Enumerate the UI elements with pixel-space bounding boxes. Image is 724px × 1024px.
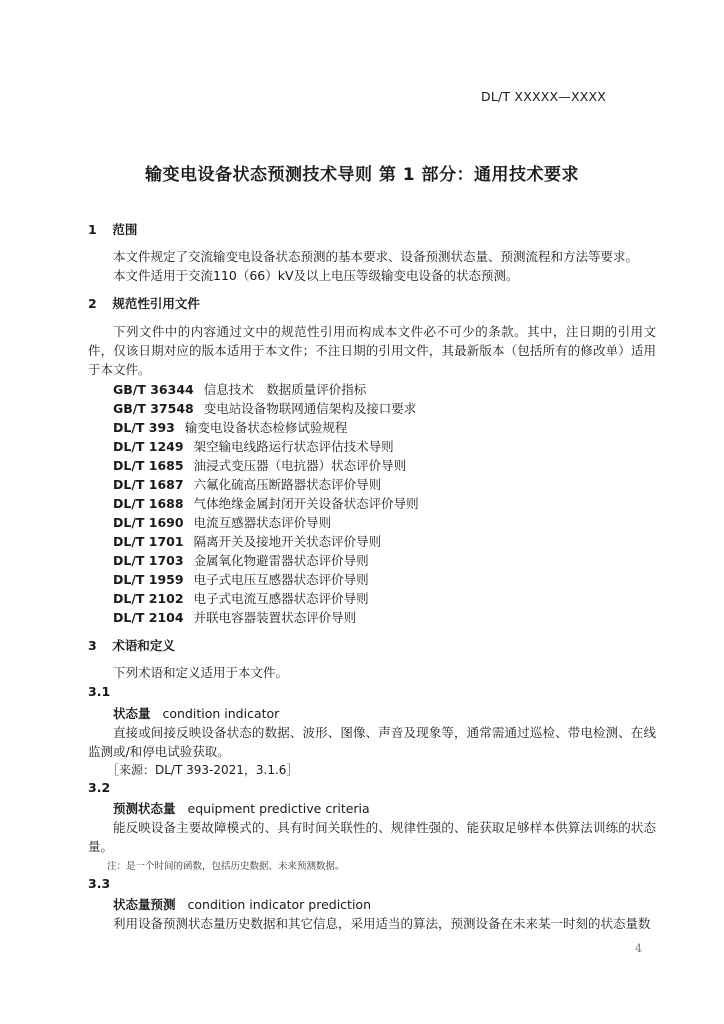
section-number: 3 <box>88 638 97 653</box>
section-heading-scope <box>88 220 137 238</box>
section-number: 2 <box>88 296 97 311</box>
scope-paragraph-1: 本文件规定了交流输变电设备状态预测的基本要求、设备预测状态量、预测流程和方法等要求。 <box>113 249 639 264</box>
term-zh: 状态量 <box>113 706 151 721</box>
reference-name: 信息技术 数据质量评价指标 <box>203 382 367 397</box>
section-title: 术语和定义 <box>112 638 175 653</box>
reference-item <box>113 456 419 475</box>
reference-item <box>113 589 419 608</box>
term-zh: 状态量预测 <box>113 897 176 912</box>
term-heading <box>113 799 370 817</box>
scope-paragraph-2: 本文件适用于交流110（66）kV及以上电压等级输变电设备的状态预测。 <box>113 268 519 283</box>
reference-name: 六氟化硫高压断路器状态评价导则 <box>193 477 382 492</box>
reference-item <box>113 551 419 570</box>
reference-name: 并联电容器装置状态评价导则 <box>193 610 357 625</box>
term-en: equipment predictive criteria <box>187 801 370 816</box>
reference-item <box>113 513 419 532</box>
reference-name: 变电站设备物联网通信架构及接口要求 <box>203 401 417 416</box>
term-source: ［来源：DL/T 393-2021，3.1.6］ <box>107 763 299 777</box>
reference-code: DL/T 1249 <box>113 439 184 454</box>
reference-code: DL/T 1685 <box>113 458 184 473</box>
term-zh: 预测状态量 <box>113 801 176 816</box>
section-heading-terms <box>88 636 175 654</box>
term-note: 注：是一个时间的函数，包括历史数据、未来预测数据。 <box>107 861 345 872</box>
reference-code: GB/T 36344 <box>113 382 194 397</box>
reference-list <box>113 380 419 627</box>
reference-name: 架空输电线路运行状态评估技术导则 <box>193 439 394 454</box>
reference-item <box>113 380 419 399</box>
term-definition: 能反映设备主要故障模式的、具有时间关联性的、规律性强的、能获取足够样本供算法训练的状态量。 <box>88 820 656 854</box>
reference-name: 隔离开关及接地开关状态评价导则 <box>193 534 382 549</box>
reference-name: 电流互感器状态评价导则 <box>193 515 332 530</box>
section-heading-normative-refs <box>88 294 200 312</box>
section-number: 1 <box>88 222 97 237</box>
reference-item <box>113 532 419 551</box>
reference-code: DL/T 1959 <box>113 572 184 587</box>
reference-code: DL/T 2104 <box>113 610 184 625</box>
section-title: 规范性引用文件 <box>112 296 200 311</box>
reference-item <box>113 437 419 456</box>
reference-item <box>113 608 419 627</box>
document-code: DL/T XXXXX—XXXX <box>481 89 606 104</box>
reference-code: DL/T 1701 <box>113 534 184 549</box>
reference-name: 油浸式变压器（电抗器）状态评价导则 <box>193 458 407 473</box>
terms-intro: 下列术语和定义适用于本文件。 <box>113 665 289 680</box>
term-number: 3.2 <box>88 780 111 795</box>
term-definition: 直接或间接反映设备状态的数据、波形、图像、声音及现象等，通常需通过巡检、带电检测、在线监测或/和停电试验获取。 <box>88 725 656 759</box>
reference-name: 输变电设备状态检修试验规程 <box>184 420 348 435</box>
term-en: condition indicator prediction <box>187 897 371 912</box>
reference-code: DL/T 1688 <box>113 496 184 511</box>
reference-name: 电子式电压互感器状态评价导则 <box>193 572 369 587</box>
normative-refs-intro: 下列文件中的内容通过文中的规范性引用而构成本文件必不可少的条款。其中，注日期的引用文件，仅该日期对应的版本适用于本文件；不注日期的引用文件，其最新版本（包括所有的修改单）适用于本文件。 <box>88 324 656 377</box>
reference-item <box>113 475 419 494</box>
document-title: 输变电设备状态预测技术导则 第 1 部分：通用技术要求 <box>144 165 580 185</box>
reference-code: GB/T 37548 <box>113 401 194 416</box>
term-definition: 利用设备预测状态量历史数据和其它信息，采用适当的算法，预测设备在未来某一时刻的状态量数 <box>113 916 651 931</box>
reference-item <box>113 399 419 418</box>
reference-item <box>113 570 419 589</box>
reference-code: DL/T 1703 <box>113 553 184 568</box>
term-number: 3.1 <box>88 684 111 699</box>
term-number: 3.3 <box>88 876 111 891</box>
reference-code: DL/T 1690 <box>113 515 184 530</box>
section-title: 范围 <box>112 222 138 237</box>
term-en: condition indicator <box>162 706 280 721</box>
reference-item <box>113 494 419 513</box>
term-heading <box>113 704 279 722</box>
reference-name: 气体绝缘金属封闭开关设备状态评价导则 <box>193 496 419 511</box>
reference-name: 电子式电流互感器状态评价导则 <box>193 591 369 606</box>
reference-code: DL/T 1687 <box>113 477 184 492</box>
reference-item <box>113 418 419 437</box>
term-heading <box>113 895 371 913</box>
reference-code: DL/T 2102 <box>113 591 184 606</box>
reference-name: 金属氧化物避雷器状态评价导则 <box>193 553 369 568</box>
page-number: 4 <box>635 942 642 955</box>
reference-code: DL/T 393 <box>113 420 175 435</box>
